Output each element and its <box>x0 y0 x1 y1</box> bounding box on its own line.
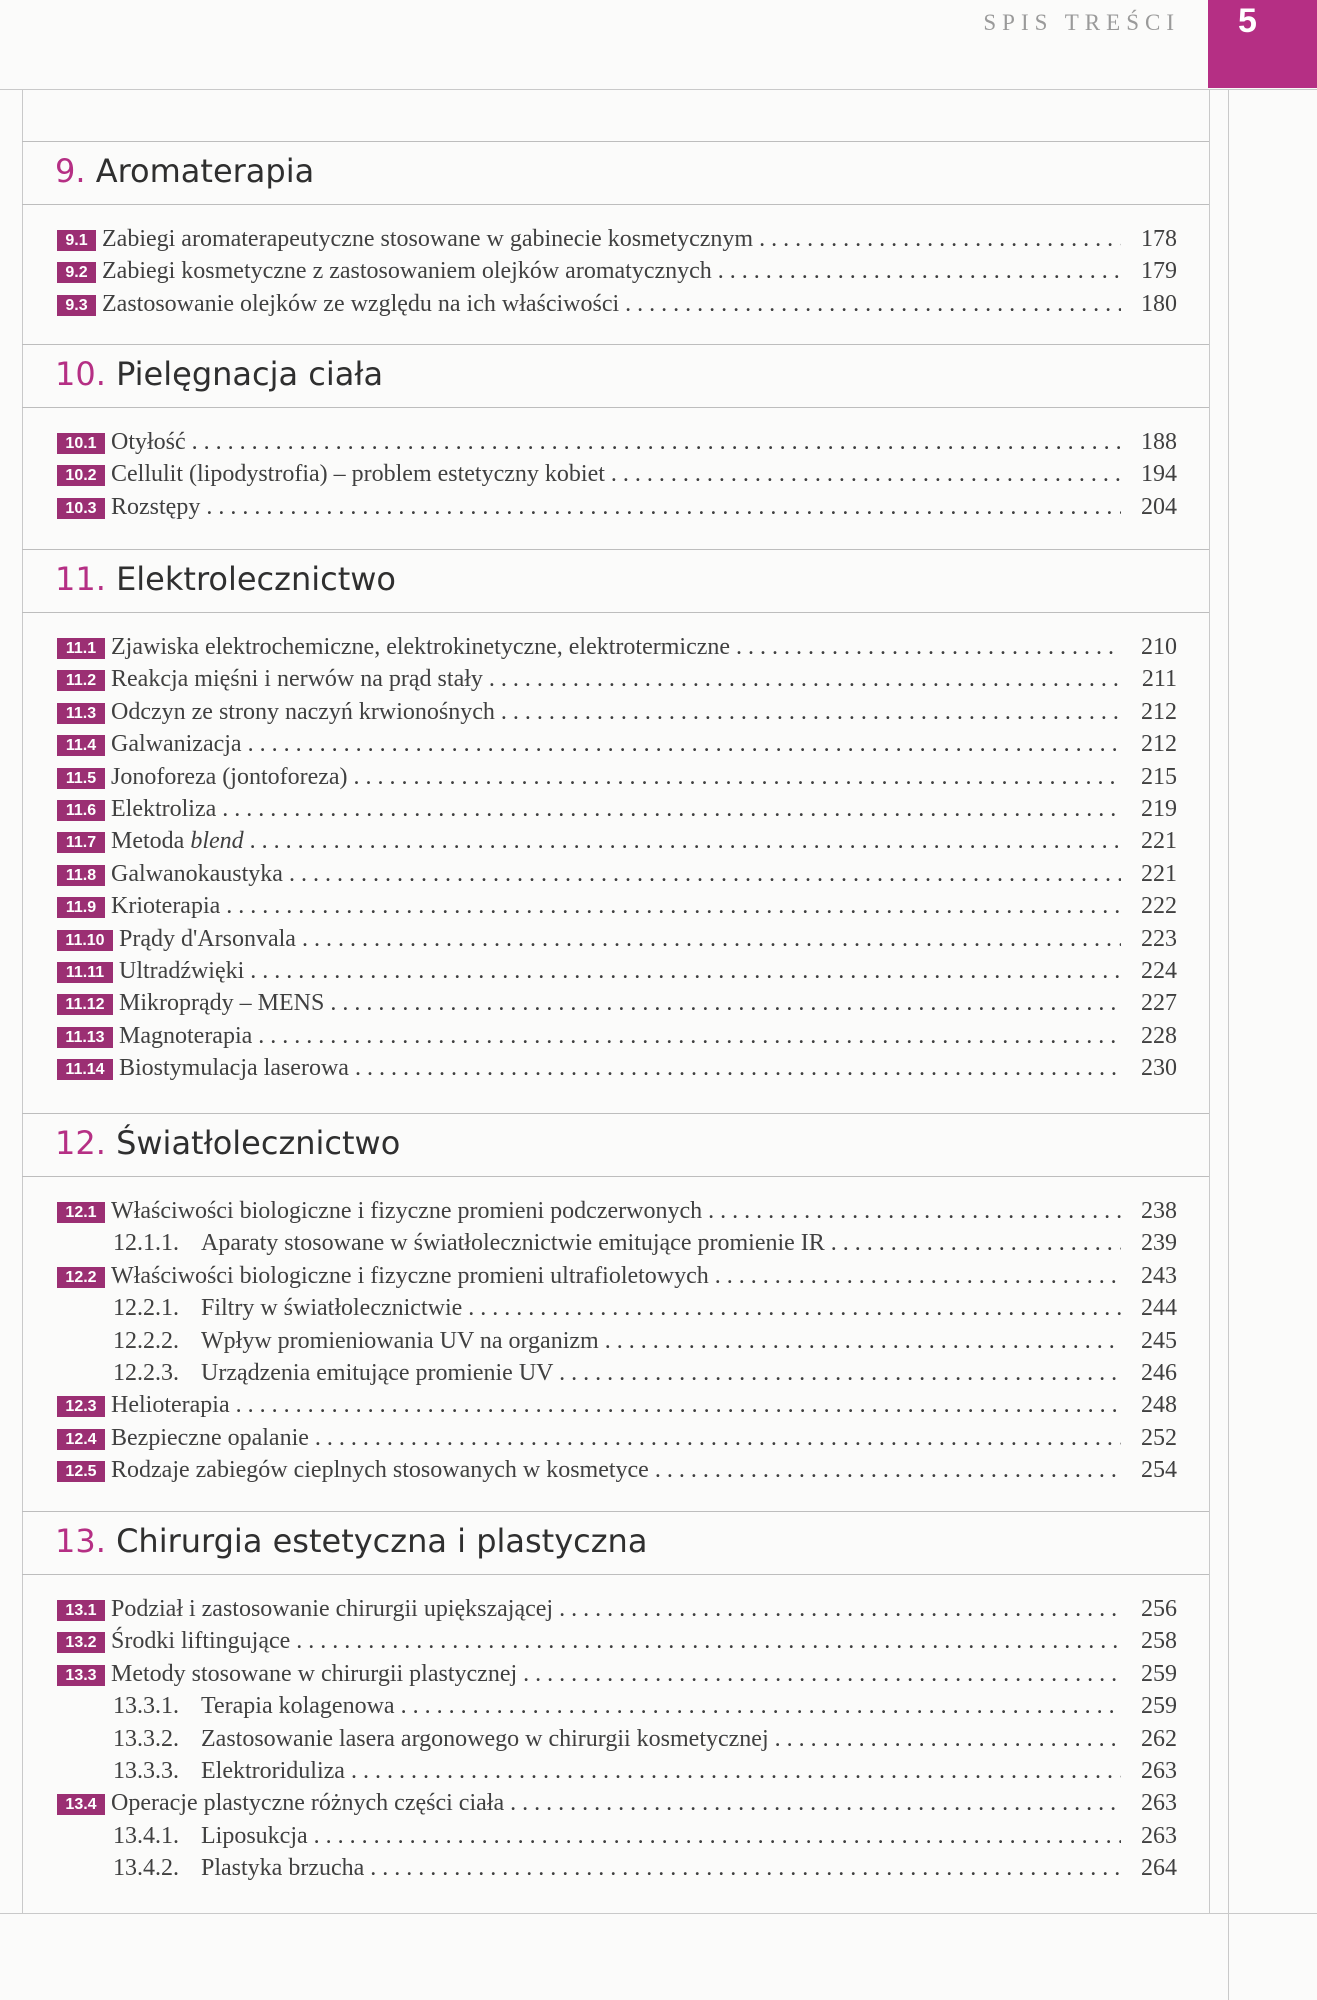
page-number: 5 <box>1238 2 1257 40</box>
chapter-number: 9. <box>55 152 86 190</box>
page-number: 252 <box>1141 1424 1177 1451</box>
section-number-badge: 11.11 <box>57 962 113 983</box>
section-number-badge: 12.3 <box>57 1396 105 1417</box>
chapter-section <box>22 1113 1209 1487</box>
entry-title: Zabiegi kosmetyczne z zastosowaniem olejków aromatycznych . . . <box>102 255 1121 287</box>
page-number: 221 <box>1141 860 1177 887</box>
section-number-badge: 9.1 <box>57 230 96 251</box>
chapter-heading <box>22 549 1209 613</box>
entry-title: Helioterapia . . . <box>111 1389 1121 1421</box>
entry-title: Wpływ promieniowania UV na organizm . . . <box>201 1325 1121 1357</box>
section-number-badge: 11.13 <box>57 1027 113 1048</box>
entry-title: Podział i zastosowanie chirurgii upiększającej . . . <box>111 1593 1121 1625</box>
page-number: 180 <box>1141 290 1177 317</box>
toc-subentry[interactable] <box>22 1755 1209 1787</box>
entry-list <box>22 408 1209 523</box>
chapter-number: 13. <box>55 1522 106 1560</box>
section-number-badge: 11.12 <box>57 994 113 1015</box>
toc-entry[interactable] <box>22 1260 1209 1292</box>
chapter-heading <box>22 1113 1209 1177</box>
entry-title: Zastosowanie lasera argonowego w chirurgii kosmetycznej . . . <box>201 1723 1121 1755</box>
entry-list <box>22 1177 1209 1487</box>
chapter-title-text: Światłolecznictwo <box>116 1124 401 1162</box>
page-number: 258 <box>1141 1628 1177 1655</box>
toc-subentry[interactable] <box>22 1292 1209 1324</box>
right-frame-line <box>1209 89 1210 1914</box>
section-number-badge: 10.2 <box>57 465 105 486</box>
page-number: 256 <box>1141 1596 1177 1622</box>
section-number-badge: 13.3 <box>57 1665 105 1686</box>
page-number: 263 <box>1141 1822 1177 1849</box>
page-number: 262 <box>1141 1725 1177 1752</box>
entry-title: Plastyka brzucha . . . <box>201 1852 1121 1884</box>
entry-list <box>22 205 1209 320</box>
page-number: 194 <box>1141 461 1177 488</box>
entry-title: Urządzenia emitujące promienie UV . . . <box>201 1357 1121 1389</box>
chapter-title-text: Aromaterapia <box>95 152 315 190</box>
section-number-badge: 11.10 <box>57 930 113 951</box>
page-number: 222 <box>1141 893 1177 920</box>
page-number-tab <box>1208 0 1317 88</box>
section-number-badge: 12.5 <box>57 1461 105 1482</box>
section-number-badge: 13.4 <box>57 1794 105 1815</box>
chapter-heading <box>22 141 1209 205</box>
entry-title: Liposukcja . . . <box>201 1820 1121 1852</box>
entry-title: Rodzaje zabiegów cieplnych stosowanych w kosmetyce . . . <box>111 1454 1121 1486</box>
page-number: 211 <box>1141 666 1177 693</box>
section-number-badge: 11.7 <box>57 832 105 853</box>
page-number: 212 <box>1141 698 1177 725</box>
toc-entry[interactable] <box>22 255 1209 287</box>
entry-title: Galwanizacja . . . <box>111 728 1121 760</box>
entry-title: Galwanokaustyka . . . <box>111 858 1121 890</box>
toc-entry[interactable] <box>22 1625 1209 1657</box>
entry-title: Zabiegi aromaterapeutyczne stosowane w gabinecie kosmetycznym . . . <box>102 223 1121 255</box>
entry-title: Właściwości biologiczne i fizyczne promieni podczerwonych . . . <box>111 1195 1121 1227</box>
entry-title: Środki liftingujące . . . <box>111 1625 1121 1657</box>
entry-title: Elektroriduliza . . . <box>201 1755 1121 1787</box>
chapter-section <box>22 1511 1209 1885</box>
entry-title: Magnoterapia . . . <box>119 1020 1121 1052</box>
section-number-badge: 11.6 <box>57 800 105 821</box>
chapter-section <box>22 141 1209 320</box>
subsection-number: 13.3.1. <box>113 1693 179 1720</box>
page-number: 228 <box>1141 1022 1177 1049</box>
entry-title: Terapia kolagenowa . . . <box>201 1690 1121 1722</box>
toc-entry[interactable] <box>22 223 1209 255</box>
page-number: 212 <box>1141 731 1177 758</box>
right-margin-line <box>1228 89 1229 2000</box>
toc-subentry[interactable] <box>22 1852 1209 1884</box>
subsection-number: 12.2.1. <box>113 1295 179 1322</box>
toc-entry[interactable] <box>22 288 1209 320</box>
entry-title: Zjawiska elektrochemiczne, elektrokinetyczne, elektrotermiczne . . . <box>111 631 1121 663</box>
toc-entry[interactable] <box>22 858 1209 890</box>
section-number-badge: 11.14 <box>57 1059 113 1080</box>
toc-entry[interactable] <box>22 1052 1209 1084</box>
chapter-number: 12. <box>55 1124 106 1162</box>
entry-title: Aparaty stosowane w światłolecznictwie emitujące promienie IR . . . <box>201 1227 1121 1259</box>
toc-entry[interactable] <box>22 1454 1209 1486</box>
section-number-badge: 9.3 <box>57 295 96 316</box>
page-number: 263 <box>1141 1757 1177 1784</box>
page-number: 179 <box>1141 258 1177 285</box>
section-number-badge: 12.4 <box>57 1429 105 1450</box>
toc-entry[interactable] <box>22 890 1209 922</box>
toc-entry[interactable] <box>22 923 1209 955</box>
subsection-number: 12.2.2. <box>113 1327 179 1354</box>
section-number-badge: 11.4 <box>57 735 105 756</box>
toc-entry[interactable] <box>22 1422 1209 1454</box>
section-number-badge: 12.1 <box>57 1202 105 1223</box>
subsection-number: 12.1.1. <box>113 1230 179 1257</box>
entry-title: Otyłość . . . <box>111 426 1121 458</box>
page-number: 263 <box>1141 1790 1177 1817</box>
toc-entry[interactable] <box>22 696 1209 728</box>
section-number-badge: 11.8 <box>57 865 105 886</box>
entry-title: Jonoforeza (jontoforeza) . . . <box>111 761 1121 793</box>
toc-subentry[interactable] <box>22 1690 1209 1722</box>
subsection-number: 12.2.3. <box>113 1359 179 1386</box>
section-number-badge: 11.2 <box>57 670 105 691</box>
entry-title: Krioterapia . . . <box>111 890 1121 922</box>
subsection-number: 13.3.2. <box>113 1725 179 1752</box>
page-number: 259 <box>1141 1660 1177 1687</box>
page-number: 245 <box>1141 1327 1177 1354</box>
entry-title: Metody stosowane w chirurgii plastycznej . . . <box>111 1658 1121 1690</box>
chapter-title-text: Pielęgnacja ciała <box>116 355 384 393</box>
toc-entry[interactable] <box>22 491 1209 523</box>
subsection-number: 13.4.1. <box>113 1822 179 1849</box>
section-number-badge: 13.2 <box>57 1632 105 1653</box>
page-number: 246 <box>1141 1359 1177 1386</box>
toc-entry[interactable] <box>22 1787 1209 1819</box>
entry-title: Zastosowanie olejków ze względu na ich właściwości . . . <box>102 288 1121 320</box>
entry-title: Metoda blend . . . <box>111 825 1121 857</box>
entry-title: Bezpieczne opalanie . . . <box>111 1422 1121 1454</box>
section-number-badge: 11.1 <box>57 638 105 659</box>
running-header: SPIS TREŚCI <box>983 10 1180 35</box>
top-frame-line <box>0 89 1317 90</box>
toc-entry[interactable] <box>22 1020 1209 1052</box>
chapter-title[interactable] <box>55 1522 647 1560</box>
entry-title: Elektroliza . . . <box>111 793 1121 825</box>
toc-entry[interactable] <box>22 1389 1209 1421</box>
toc-entry[interactable] <box>22 631 1209 663</box>
entry-title: Właściwości biologiczne i fizyczne promieni ultrafioletowych . . . <box>111 1260 1121 1292</box>
entry-title: Operacje plastyczne różnych części ciała . . . <box>111 1787 1121 1819</box>
chapter-title[interactable] <box>55 152 314 190</box>
chapter-section <box>22 549 1209 1084</box>
section-number-badge: 12.2 <box>57 1267 105 1288</box>
page-number: 238 <box>1141 1198 1177 1224</box>
chapter-section <box>22 344 1209 523</box>
toc-entry[interactable] <box>22 955 1209 987</box>
toc-subentry[interactable] <box>22 1227 1209 1259</box>
page-number: 223 <box>1141 925 1177 952</box>
page-number: 227 <box>1141 990 1177 1017</box>
toc-entry[interactable] <box>22 728 1209 760</box>
chapter-title[interactable] <box>55 1124 400 1162</box>
toc-subentry[interactable] <box>22 1357 1209 1389</box>
page-number: 224 <box>1141 957 1177 984</box>
entry-title: Rozstępy . . . <box>111 491 1121 523</box>
toc-entry[interactable] <box>22 825 1209 857</box>
page-number: 264 <box>1141 1855 1177 1882</box>
section-number-badge: 13.1 <box>57 1600 105 1621</box>
toc-entry[interactable] <box>22 793 1209 825</box>
section-number-badge: 10.1 <box>57 433 105 454</box>
section-number-badge: 11.3 <box>57 703 105 724</box>
page-number: 248 <box>1141 1392 1177 1419</box>
chapter-heading <box>22 344 1209 408</box>
section-number-badge: 10.3 <box>57 498 105 519</box>
page-number: 188 <box>1141 429 1177 455</box>
toc-entry[interactable] <box>22 1658 1209 1690</box>
toc-entry[interactable] <box>22 1195 1209 1227</box>
entry-list <box>22 613 1209 1084</box>
toc-subentry[interactable] <box>22 1325 1209 1357</box>
page-number: 254 <box>1141 1457 1177 1484</box>
chapter-heading <box>22 1511 1209 1575</box>
chapter-number: 11. <box>55 560 106 598</box>
section-number-badge: 11.5 <box>57 768 105 789</box>
chapter-number: 10. <box>55 355 106 393</box>
toc-entry[interactable] <box>22 663 1209 695</box>
page-number: 204 <box>1141 493 1177 520</box>
entry-title: Filtry w światłolecznictwie . . . <box>201 1292 1121 1324</box>
chapter-title[interactable] <box>55 355 383 393</box>
section-number-badge: 9.2 <box>57 262 96 283</box>
page-number: 230 <box>1141 1055 1177 1082</box>
subsection-number: 13.3.3. <box>113 1757 179 1784</box>
page-number: 221 <box>1141 828 1177 855</box>
subsection-number: 13.4.2. <box>113 1855 179 1882</box>
section-number-badge: 11.9 <box>57 897 105 918</box>
entry-title: Cellulit (lipodystrofia) – problem estetyczny kobiet . . . <box>111 458 1121 490</box>
entry-title: Biostymulacja laserowa . . . <box>119 1052 1121 1084</box>
chapter-title[interactable] <box>55 560 396 598</box>
page-number: 259 <box>1141 1693 1177 1720</box>
chapter-title-text: Chirurgia estetyczna i plastyczna <box>116 1522 648 1560</box>
toc-subentry[interactable] <box>22 1723 1209 1755</box>
entry-title: Ultradźwięki . . . <box>119 955 1121 987</box>
toc-entry[interactable] <box>22 426 1209 458</box>
entry-title: Reakcja mięśni i nerwów na prąd stały . . . <box>111 663 1121 695</box>
toc-entry[interactable] <box>22 987 1209 1019</box>
entry-list <box>22 1575 1209 1885</box>
page-number: 219 <box>1141 795 1177 822</box>
toc-entry[interactable] <box>22 458 1209 490</box>
entry-title: Mikroprądy – MENS . . . <box>119 987 1121 1019</box>
toc-entry[interactable] <box>22 761 1209 793</box>
chapter-title-text: Elektrolecznictwo <box>116 560 396 598</box>
bottom-frame-line <box>0 1913 1317 1914</box>
page-number: 215 <box>1141 763 1177 790</box>
toc-entry[interactable] <box>22 1593 1209 1625</box>
toc-subentry[interactable] <box>22 1820 1209 1852</box>
entry-title: Odczyn ze strony naczyń krwionośnych . . . <box>111 696 1121 728</box>
page-number: 178 <box>1141 226 1177 252</box>
page-number: 210 <box>1141 634 1177 660</box>
page-number: 244 <box>1141 1295 1177 1322</box>
page-number: 239 <box>1141 1230 1177 1257</box>
page-number: 243 <box>1141 1262 1177 1289</box>
entry-title: Prądy d'Arsonvala . . . <box>119 923 1121 955</box>
